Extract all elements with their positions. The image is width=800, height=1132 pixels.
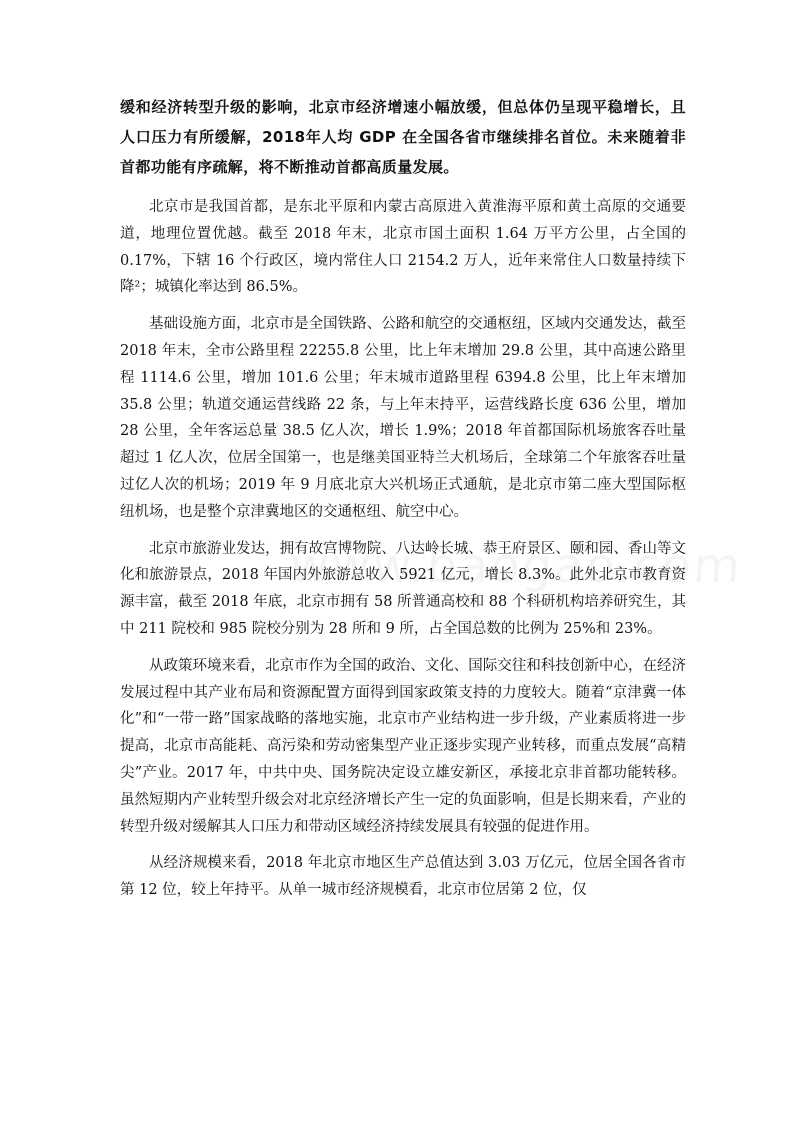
paragraph-policy: 从政策环境来看，北京市作为全国的政治、文化、国际交往和科技创新中心，在经济发展过程中其产业布局和资源配置方面得到国家政策支持的力度较大。随着“京津冀一体化”和“一带一路”国家战略的落地实施，北京市产业结构进一步升级，产业素质将进一步提高，北京市高能耗、高污染和劳动密集型产业正逐步实现产业转移，而重点发展“高精尖”产业。2017 年，中共中央、国务院决定设立雄安新区，承接北京非首都功能转移。虽然短期内产业转型升级会对北京经济增长产生一定的负面影响，但是长期来看，产业的转型升级对缓解其人口压力和带动区域经济持续发展具有较强的促进作用。 (120, 657, 686, 835)
paragraph-infrastructure: 基础设施方面，北京市是全国铁路、公路和航空的交通枢纽，区域内交通发达，截至 2018 年末，全市公路里程 22255.8 公里，比上年末增加 29.8 公里，其中高速公路里程 1114.6 公里，增加 101.6 公里；年末城市道路里程 6394.8 公里，比上年末增加 35.8 公里；轨道交通运营线路 22 条，与上年末持平，运营线路长度 636 公里，增加 28 公里，全年客运总量 38.5 亿人次，增长 1.9%；2018 年首都国际机场旅客吞吐量超过 1 亿人次，位居全国第一，也是继美国亚特兰大机场后，全球第二个年旅客吞吐量过亿人次的机场；2019 年 9 月底北京大兴机场正式通航，是北京市第二座大型国际枢纽机场，也是整个京津冀地区的交通枢纽、航空中心。 (120, 316, 686, 520)
summary-paragraph: 缓和经济转型升级的影响，北京市经济增速小幅放缓，但总体仍呈现平稳增长，且人口压力有所缓解，2018年人均 GDP 在全国各省市继续排名首位。未来随着非首都功能有序疏解，将不断推动首都高质量发展。 (120, 98, 686, 176)
paragraph-location: 北京市是我国首都，是东北平原和内蒙古高原进入黄淮海平原和黄土高原的交通要道，地理位置优越。截至 2018 年末，北京市国土面积 1.64 万平方公里，占全国的 0.17%，下辖 16 个行政区，境内常住人口 2154.2 万人，近年来常住人口数量持续下降²；城镇化率达到 86.5%。 (120, 199, 686, 296)
paragraph-economy: 从经济规模来看，2018 年北京市地区生产总值达到 3.03 万亿元，位居全国各省市第 12 位，较上年持平。从单一城市经济规模看，北京市位居第 2 位，仅 (120, 855, 686, 899)
document-page (120, 92, 686, 914)
paragraph-tourism-education: 北京市旅游业发达，拥有故宫博物院、八达岭长城、恭王府景区、颐和园、香山等文化和旅游景点，2018 年国内外旅游总收入 5921 亿元，增长 8.3%。此外北京市教育资源丰富，截至 2018 年底，北京市拥有 58 所普通高校和 88 个科研机构培养研究生，其中 211 院校和 985 院校分别为 28 所和 9 所，占全国总数的比例为 25%和 23%。 (120, 540, 686, 637)
